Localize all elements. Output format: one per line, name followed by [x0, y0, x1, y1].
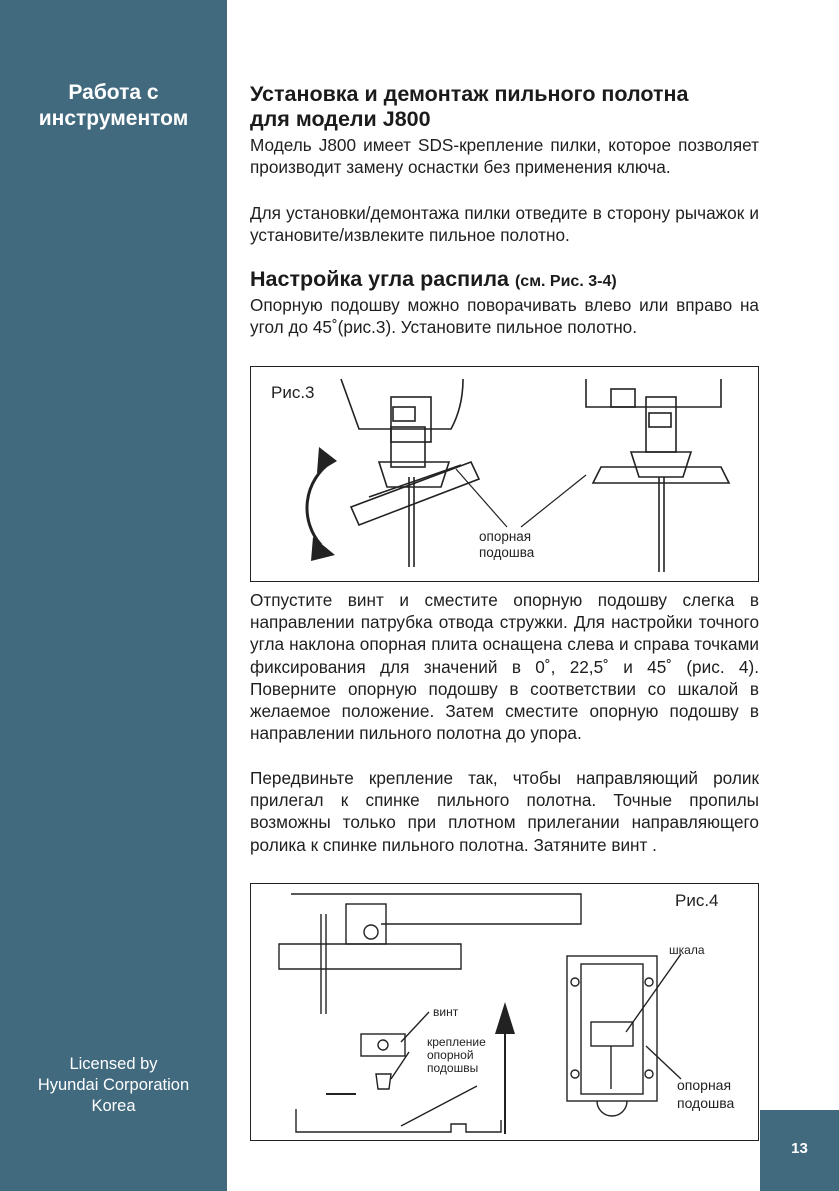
- page-number: 13: [791, 1140, 808, 1157]
- figure-4: [250, 883, 759, 1141]
- sidebar: [0, 0, 227, 1191]
- paragraph-blade-change: Для установки/демонтажа пилки отведите в сторону рычажок и установите/извлеките пильное полотно.: [250, 203, 759, 246]
- figure-3-caption: Рис.3: [271, 383, 315, 402]
- figure-4-caption: Рис.4: [675, 891, 719, 910]
- figure-3-sole-label-line1: опорная: [479, 529, 532, 544]
- figure-4-mount-label-line1: крепление: [427, 1035, 486, 1049]
- paragraph-roller-adjustment: Передвиньте крепление так, чтобы направляющий ролик прилегал к спинке пильного полотна. Точные пропилы возможны только при плотном прилегании направляющего ролика к спинке пильного полотна. Затяните винт .: [250, 768, 759, 855]
- license-line3: Korea: [91, 1097, 136, 1115]
- paragraph-sole-rotation: Опорную подошву можно поворачивать влево или вправо на угол до 45˚(рис.3). Установите пильное полотно.: [250, 295, 759, 338]
- figure-4-mount-label-line3: подошвы: [427, 1061, 479, 1075]
- figure-4-sole-label-line1: опорная: [677, 1077, 732, 1093]
- heading-line1: Установка и демонтаж пильного полотна: [250, 82, 689, 106]
- figure-4-sole-label-line2: подошва: [677, 1095, 735, 1111]
- heading-figure-reference: (см. Рис. 3-4): [514, 273, 617, 290]
- license-line2: Hyundai Corporation: [37, 1076, 190, 1094]
- figure-3-sole-label-line2: подошва: [479, 545, 535, 560]
- heading-line2: для модели J800: [250, 107, 431, 131]
- heading-blade-installation: [250, 82, 762, 132]
- figure-4-screw-label: винт: [433, 1005, 459, 1019]
- page-number-box: [760, 1110, 839, 1191]
- figure-4-scale-label: шкала: [669, 943, 705, 957]
- license-note: [0, 1054, 227, 1117]
- section-title-line2: инструментом: [38, 107, 189, 130]
- heading-cut-angle-text: Настройка угла распила: [250, 267, 509, 291]
- paragraph-sds: Модель J800 имеет SDS-крепление пилки, которое позволяет производит замену оснастки без применения ключа.: [250, 135, 759, 178]
- figure-3-sole-label: [479, 529, 534, 561]
- figure-4-mount-label-line2: опорной: [427, 1048, 474, 1062]
- section-title: [0, 80, 227, 132]
- heading-cut-angle: [250, 267, 762, 294]
- license-line1: Licensed by: [69, 1055, 158, 1073]
- section-title-line1: Работа с: [68, 81, 159, 104]
- figure-4-sole-label: [677, 1076, 734, 1112]
- figure-3: [250, 366, 759, 582]
- figure-4-mount-label: [427, 1036, 486, 1075]
- paragraph-angle-adjustment: Отпустите винт и сместите опорную подошву слегка в направлении патрубка отвода стружки. Для настройки точного угла наклона опорная плита оснащена слева и справа точками фиксирования для значений в 0˚, 22,5˚ и 45˚ (рис. 4). Поверните опорную подошву в соответствии со шкалой в желаемое положение. Затем сместите опорную подошву в направлении пильного полотна до упора.: [250, 590, 759, 744]
